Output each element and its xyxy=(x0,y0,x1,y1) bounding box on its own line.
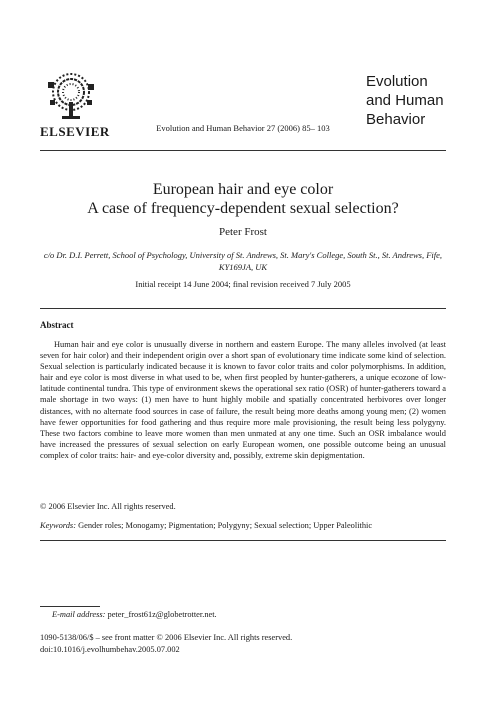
receipt-dates: Initial receipt 14 June 2004; final revision received 7 July 2005 xyxy=(135,279,351,289)
abstract-top-rule xyxy=(40,308,446,309)
keywords-line xyxy=(40,521,372,530)
email-footnote xyxy=(52,610,217,619)
journal-logo-line-2: and Human xyxy=(366,92,444,109)
doi-line[interactable]: doi:10.1016/j.evolhumbehav.2005.07.002 xyxy=(40,645,180,654)
keywords-label: Keywords: xyxy=(40,521,76,530)
publisher-name: ELSEVIER xyxy=(40,124,110,139)
author-name: Peter Frost xyxy=(219,226,267,238)
article-subtitle: A case of frequency-dependent sexual selection? xyxy=(87,200,399,217)
journal-logo-line-1: Evolution xyxy=(366,73,428,90)
journal-logo-line-3: Behavior xyxy=(366,111,426,128)
running-head: Evolution and Human Behavior 27 (2006) 85– 103 xyxy=(156,123,330,133)
abstract-body: Human hair and eye color is unusually diverse in northern and eastern Europe. The many alleles involved (at least seven for hair color) and their independent origin over a short span of evolutionary time indicate some kind of selection. Sexual selection is particularly indicated because it is known to favor color traits and color polymorphisms. In addition, hair and eye color is most diverse in what used to be, when first peopled by hunter-gatherers, a unique ecozone of low-latitude continental tundra. This type of environment skews the operational sex ratio (OSR) of hunter-gatherers toward a male shortage in two ways: (1) men have to hunt highly mobile and spatially concentrated herbivores over longer distances, with no alternate food sources in case of failure, the result being more deaths among young men; (2) women have fewer opportunities for food gathering and thus require more male provisioning, the result being less polygyny. These two factors combine to leave more women than men unmated at any one time. Such an OSR imbalance would have increased the pressures of sexual selection on early European women, one possible outcome being an unusual complex of color traits: hair- and eye-color diversity and, possibly, extreme skin depigmentation. xyxy=(40,340,446,460)
header-rule xyxy=(40,150,446,151)
keywords-list: Gender roles; Monogamy; Pigmentation; Polygyny; Sexual selection; Upper Paleolithic xyxy=(78,521,373,530)
abstract-copyright: © 2006 Elsevier Inc. All rights reserved. xyxy=(40,502,176,511)
email-label: E-mail address: xyxy=(52,610,106,619)
article-title: European hair and eye color xyxy=(152,181,334,198)
footnote-rule xyxy=(40,606,100,607)
abstract-heading: Abstract xyxy=(40,320,74,330)
issn-line: 1090-5138/06/$ – see front matter © 2006 Elsevier Inc. All rights reserved. xyxy=(40,633,293,642)
elsevier-tree-logo xyxy=(40,72,102,130)
journal-logo xyxy=(366,72,444,129)
author-affiliation: c/o Dr. D.I. Perrett, School of Psychology, University of St. Andrews, St. Mary's College, South St., St. Andrews, Fife, KY169JA, UK xyxy=(43,250,443,272)
abstract-bottom-rule xyxy=(40,540,446,541)
email-address[interactable]: peter_frost61z@globetrotter.net. xyxy=(107,610,217,619)
